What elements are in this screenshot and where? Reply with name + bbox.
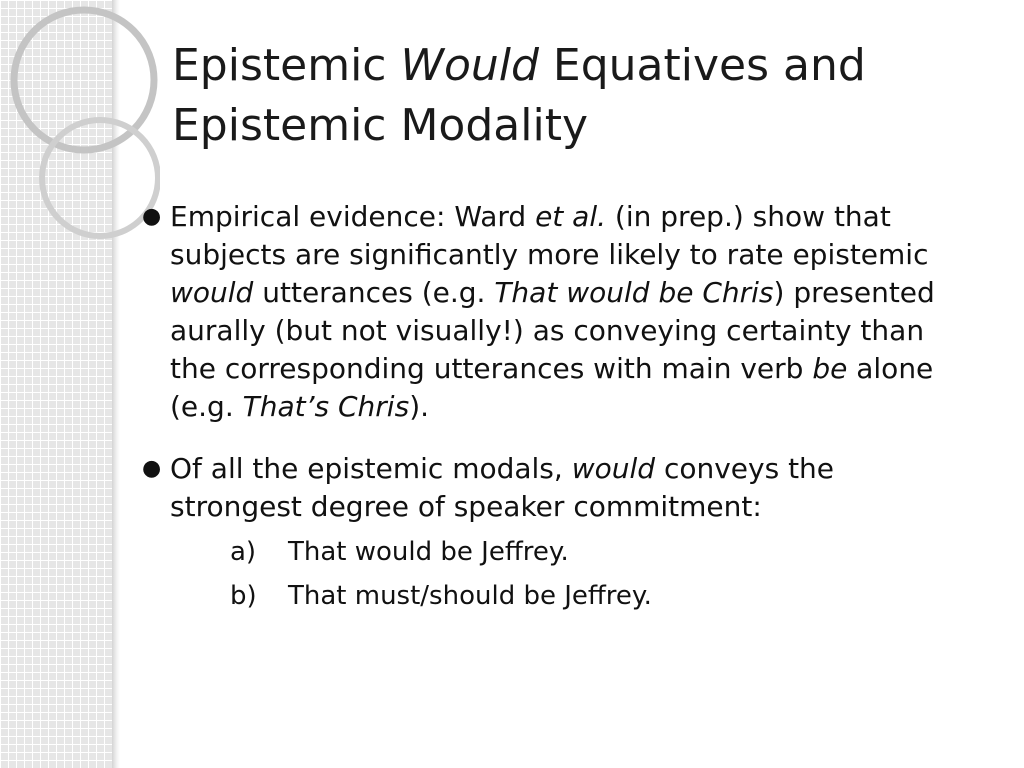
example-text: That would be Jeffrey. [288, 537, 569, 567]
bullet-text: et al. [535, 200, 607, 233]
bullet-text: That would be Chris [494, 276, 774, 309]
bullet-text: ). [409, 390, 430, 423]
example-item [138, 574, 958, 618]
title-line-2: Epistemic Modality [172, 100, 588, 151]
bullet-dot-icon: ● [142, 204, 162, 229]
bullet-text: alone (e.g. [170, 352, 934, 423]
example-item [138, 530, 958, 574]
slide-title [172, 36, 972, 156]
bullet-text: Empirical evidence: Ward [170, 200, 536, 233]
bullet-text: Of all the epistemic modals, [170, 452, 572, 485]
bullet-item [138, 450, 958, 526]
bullet-text: would [170, 276, 254, 309]
slide-body [138, 198, 958, 618]
bullet-item [138, 198, 958, 426]
title-part-2: Would [400, 40, 539, 91]
title-part-1: Epistemic [172, 40, 401, 91]
title-part-3: Equatives and [538, 40, 866, 91]
example-text: That must/should be Jeffrey. [288, 581, 652, 611]
bullet-text: ) presented aurally (but not visually!) as conveying certainty than the corresponding utterances with main verb [170, 276, 935, 385]
example-letter: b) [230, 581, 257, 611]
bullet-text: (in prep.) show that subjects are significantly more likely to rate epistemic [170, 200, 929, 271]
bullet-text: utterances (e.g. [253, 276, 495, 309]
example-letter: a) [230, 537, 257, 567]
bullet-text: be [812, 352, 848, 385]
bullet-text: That’s Chris [242, 390, 410, 423]
decorative-circles [0, 0, 160, 260]
bullet-dot-icon: ● [142, 456, 162, 481]
bullet-text: would [571, 452, 656, 485]
bullet-text: conveys the strongest degree of speaker commitment: [170, 452, 835, 523]
